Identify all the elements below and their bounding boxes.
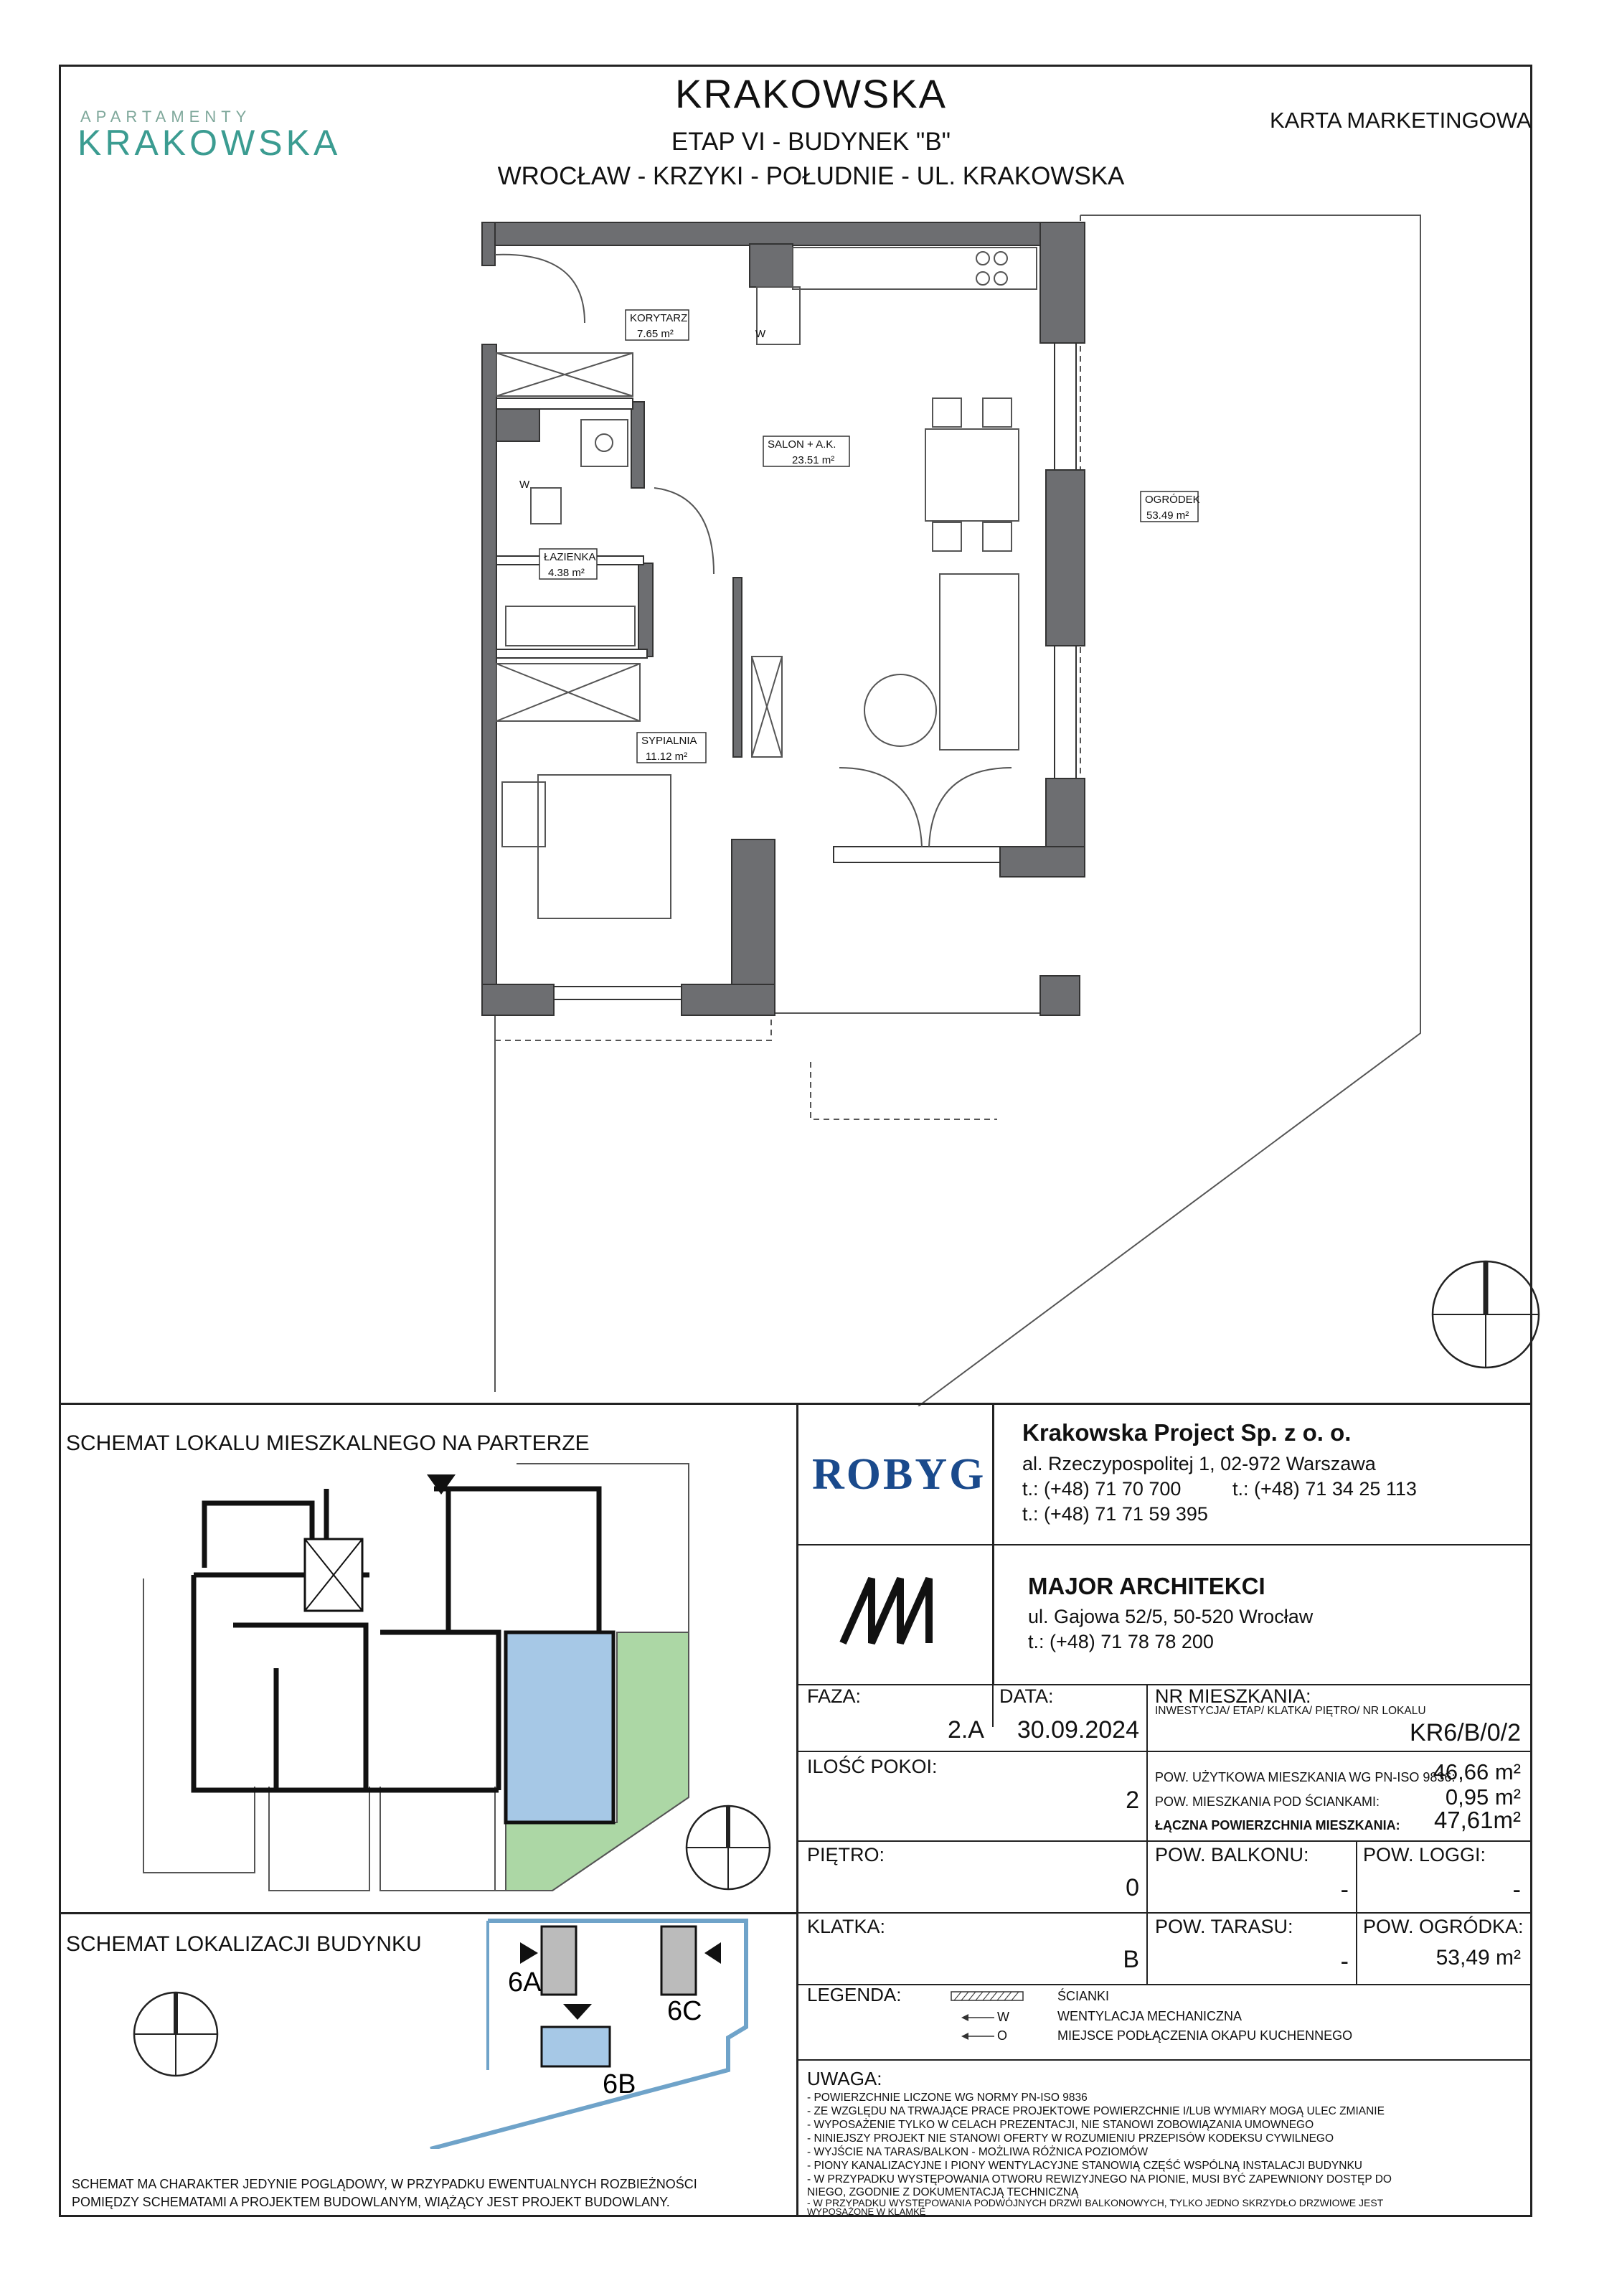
pow-laczna-value: 47,61m² — [1433, 1807, 1521, 1833]
room-area-salon: 23.51 m² — [792, 454, 835, 466]
info-col-2 — [1146, 1684, 1148, 1985]
balkon-value: - — [1340, 1876, 1349, 1904]
vent-marker-kitchen: W — [755, 328, 766, 340]
room-name-sypialnia: SYPIALNIA — [641, 735, 697, 747]
room-area-sypialnia: 11.12 m² — [646, 751, 688, 763]
section-divider — [59, 1403, 1532, 1405]
note-2: - ZE WZGLĘDU NA TRWAJĄCE PRACE PROJEKTOWE POWIERZCHNIE I/LUB WYMIARY MOGĄ ULEC ZMIANIE — [807, 2105, 1385, 2117]
legend-symbol-w: W — [997, 2010, 1009, 2024]
developer-name: Krakowska Project Sp. z o. o. — [1022, 1419, 1352, 1446]
logo-main-text: KRAKOWSKA — [77, 123, 341, 163]
floor-schema — [140, 1460, 786, 1898]
pow-uzytkowa-label: POW. UŻYTKOWA MIESZKANIA WG PN-ISO 9836: — [1155, 1770, 1456, 1784]
north-compass-location — [134, 1992, 217, 2076]
garden-outline — [495, 215, 1420, 1406]
taras-value: - — [1340, 1948, 1349, 1975]
page-title: KRAKOWSKA — [675, 71, 947, 116]
note-3: - WYPOSAŻENIE TYLKO W CELACH PREZENTACJI, NIE STANOWI ZOBOWIĄZANIA UMOWNEGO — [807, 2119, 1314, 2131]
pietro-value: 0 — [1126, 1874, 1139, 1901]
walls — [482, 222, 1085, 1015]
balkon-label: POW. BALKONU: — [1155, 1844, 1309, 1866]
note-6: - PIONY KANALIZACYJNE I PIONY WENTYLACYJNE STANOWIĄ CZĘŚĆ WSPÓLNĄ INSTALACJI BUDYNKU — [807, 2160, 1362, 2172]
note-5: - WYJŚCIE NA TARAS/BALKON - MOŻLIWA RÓŻNICA POZIOMÓW — [807, 2146, 1149, 2158]
logo-divider-1 — [992, 1403, 994, 1684]
north-compass-small — [687, 1806, 770, 1889]
legend-divider — [796, 2059, 1532, 2061]
faza-value: 2.A — [947, 1716, 984, 1744]
building-6a — [542, 1926, 576, 1995]
legend-arrow-icon-o — [961, 2029, 996, 2043]
furniture — [495, 248, 1037, 918]
note-9: - W PRZYPADKU WYSTĘPOWANIA PODWÓJNYCH DRZWI BALKONOWYCH, TYLKO JEDNO SKRZYDŁO DRZWIOWE JEST — [807, 2197, 1384, 2208]
legend-item-hood: MIEJSCE PODŁĄCZENIA OKAPU KUCHENNEGO — [1057, 2028, 1353, 2043]
ogrodek-value: 53,49 m² — [1435, 1946, 1521, 1970]
label-6b: 6B — [603, 2069, 636, 2099]
faza-label: FAZA: — [807, 1685, 862, 1707]
room-name-lazienka: ŁAZIENKA — [544, 551, 596, 563]
loggia-label: POW. LOGGI: — [1363, 1844, 1486, 1866]
arrow-6a — [520, 1942, 538, 1964]
major-architekci-logo — [839, 1575, 947, 1647]
building-6b — [542, 2027, 610, 2066]
klatka-value: B — [1123, 1946, 1139, 1973]
architect-name: MAJOR ARCHITEKCI — [1028, 1573, 1265, 1599]
pow-sciankami-value: 0,95 m² — [1445, 1784, 1521, 1810]
legend-arrow-icon-w — [961, 2010, 996, 2025]
architect-address: ul. Gajowa 52/5, 50-520 Wrocław — [1028, 1606, 1314, 1627]
data-value: 30.09.2024 — [1017, 1716, 1139, 1744]
building-schema — [115, 1912, 760, 2149]
nr-value: KR6/B/0/2 — [1410, 1719, 1521, 1746]
legend-item-vent: WENTYLACJA MECHANICZNA — [1057, 2009, 1243, 2023]
room-name-ogrodek: OGRÓDEK — [1145, 494, 1200, 506]
card-type-label: KARTA MARKETINGOWA — [1270, 108, 1532, 133]
note-1: - POWIERZCHNIE LICZONE WG NORMY PN-ISO 9836 — [807, 2092, 1088, 2104]
label-6a: 6A — [508, 1967, 542, 1998]
legend-title: LEGENDA: — [807, 1984, 902, 2005]
note-7: - W PRZYPADKU WYSTĘPOWANIA OTWORU REWIZYJNEGO NA PIONIE, MUSI BYĆ ZAPEWNIONY DOSTĘP DO — [807, 2173, 1392, 2186]
room-area-ogrodek: 53.49 m² — [1146, 509, 1189, 522]
pietro-label: PIĘTRO: — [807, 1844, 885, 1866]
info-row-3 — [796, 1912, 1532, 1914]
room-labels — [519, 310, 1200, 763]
loggia-value: - — [1512, 1876, 1521, 1904]
developer-phone2: t.: (+48) 71 34 25 113 — [1232, 1478, 1417, 1500]
logo-top-text: APARTAMENTY — [80, 108, 252, 126]
disclaimer-line2: POMIĘDZY SCHEMATAMI A PROJEKTEM BUDOWLANYM, WIĄŻĄCY JEST PROJEKT BUDOWLANY. — [72, 2195, 670, 2209]
disclaimer-line1: SCHEMAT MA CHARAKTER JEDYNIE POGLĄDOWY, W PRZYPADKU EWENTUALNYCH ROZBIEŻNOŚCI — [72, 2177, 697, 2191]
label-6c: 6C — [667, 1996, 702, 2026]
arrow-6c — [704, 1942, 721, 1964]
schema-building-title: SCHEMAT LOKALIZACJI BUDYNKU — [66, 1932, 422, 1956]
notes-title: UWAGA: — [807, 2068, 882, 2089]
note-8: NIEGO, ZGODNIE Z DOKUMENTACJĄ TECHNICZNĄ — [807, 2186, 1079, 2198]
developer-address: al. Rzeczypospolitej 1, 02-972 Warszawa — [1022, 1453, 1376, 1474]
klatka-label: KLATKA: — [807, 1916, 886, 1937]
building-6c — [661, 1926, 696, 1995]
legend-wall-symbol — [951, 1990, 1026, 2004]
pokoje-label: ILOŚĆ POKOI: — [807, 1756, 938, 1777]
nr-label: NR MIESZKANIA: — [1155, 1685, 1311, 1707]
data-label: DATA: — [999, 1685, 1054, 1707]
entrance-arrow — [427, 1474, 456, 1495]
legend-item-walls: ŚCIANKI — [1057, 1989, 1110, 2003]
info-row-2 — [796, 1840, 1532, 1842]
ogrodek-label: POW. OGRÓDKA: — [1363, 1916, 1524, 1937]
pow-laczna-label: ŁĄCZNA POWIERZCHNIA MIESZKANIA: — [1155, 1818, 1400, 1832]
column-divider — [796, 1403, 798, 2217]
room-area-korytarz: 7.65 m² — [637, 328, 674, 340]
subtitle-building: ETAP VI - BUDYNEK "B" — [671, 128, 951, 156]
nr-sub-label: INWESTYCJA/ ETAP/ KLATKA/ PIĘTRO/ NR LOKALU — [1155, 1705, 1426, 1717]
arrow-6b — [563, 2004, 592, 2020]
schema-floor-title: SCHEMAT LOKALU MIESZKALNEGO NA PARTERZE — [66, 1431, 590, 1455]
developer-divider — [796, 1544, 1532, 1545]
room-name-korytarz: KORYTARZ — [630, 312, 688, 324]
info-row-1 — [796, 1751, 1532, 1752]
north-compass — [1433, 1261, 1539, 1368]
note-10: WYPOSAŻONE W KLAMKĘ — [807, 2206, 926, 2217]
legend-symbol-o: O — [997, 2028, 1008, 2043]
pokoje-value: 2 — [1126, 1787, 1139, 1814]
developer-phone3: t.: (+48) 71 71 59 395 — [1022, 1503, 1208, 1525]
room-name-salon: SALON + A.K. — [768, 438, 836, 451]
architect-phone: t.: (+48) 71 78 78 200 — [1028, 1631, 1214, 1652]
pow-sciankami-label: POW. MIESZKANIA POD ŚCIANKAMI: — [1155, 1794, 1380, 1809]
taras-label: POW. TARASU: — [1155, 1916, 1293, 1937]
info-col-1 — [992, 1684, 994, 1727]
robyg-logo: ROBYG — [812, 1450, 986, 1499]
pow-uzytkowa-value: 46,66 m² — [1433, 1759, 1521, 1784]
note-4: - NINIEJSZY PROJEKT NIE STANOWI OFERTY W ROZUMIENIU PRZEPISÓW KODEKSU CYWILNEGO — [807, 2132, 1334, 2145]
info-row-4 — [796, 1984, 1532, 1985]
developer-phone1: t.: (+48) 71 70 700 — [1022, 1478, 1182, 1500]
subtitle-location: WROCŁAW - KRZYKI - POŁUDNIE - UL. KRAKOWSKA — [497, 162, 1125, 190]
highlighted-apartment — [506, 1632, 613, 1822]
vent-marker-bath: W — [519, 479, 530, 491]
room-area-lazienka: 4.38 m² — [548, 567, 585, 579]
